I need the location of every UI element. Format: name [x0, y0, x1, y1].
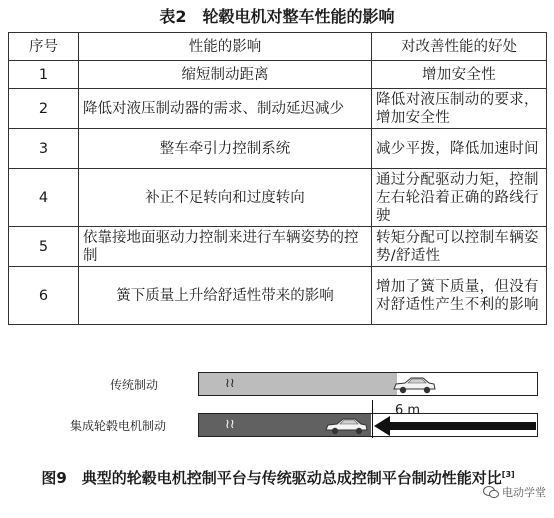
row-effect: 整车牵引力控制系统	[79, 129, 372, 169]
table-header-row	[9, 33, 547, 61]
lane-label-integrated: 集成轮毂电机制动	[70, 419, 167, 433]
lane-label-conventional: 传统制动	[110, 378, 159, 392]
break-mark-icon: ≀≀	[225, 376, 235, 391]
row-effect: 簧下质量上升给舒适性带来的影响	[79, 267, 372, 325]
table-row	[9, 227, 547, 267]
row-index: 1	[9, 61, 79, 89]
performance-table	[8, 32, 547, 325]
row-benefit: 增加安全性	[372, 61, 547, 89]
braking-comparison-figure	[0, 352, 554, 460]
row-effect: 补正不足转向和过度转向	[79, 169, 372, 227]
table-row	[9, 267, 547, 325]
row-index: 3	[9, 129, 79, 169]
row-effect: 缩短制动距离	[79, 61, 372, 89]
wechat-icon	[483, 485, 499, 499]
row-benefit: 通过分配驱动力矩，控制左右轮沿着正确的路线行驶	[372, 169, 547, 227]
lane-conventional	[198, 372, 538, 396]
row-benefit: 降低对液压制动的要求，增加安全性	[372, 89, 547, 129]
watermark	[483, 484, 546, 500]
distance-arrow-icon	[374, 414, 540, 438]
row-effect: 依靠接地面驱动力控制来进行车辆姿势的控制	[79, 227, 372, 267]
table-row	[9, 61, 547, 89]
figure-caption	[22, 462, 534, 491]
watermark-text: 电动学堂	[502, 486, 546, 499]
row-index: 5	[9, 227, 79, 267]
column-header-effect: 性能的影响	[79, 33, 372, 61]
row-index: 6	[9, 267, 79, 325]
break-mark-icon: ≀≀	[225, 417, 235, 432]
caption-reference: [3]	[501, 470, 515, 479]
row-benefit: 增加了簧下质量，但没有对舒适性产生不利的影响	[372, 267, 547, 325]
table-row	[9, 169, 547, 227]
column-header-benefit: 对改善性能的好处	[372, 33, 547, 61]
figure-caption-text: 图9 典型的轮毂电机控制平台与传统驱动总成控制平台制动性能对比	[41, 469, 502, 487]
distance-marker-line	[372, 400, 373, 438]
row-benefit: 减少平拨，降低加速时间	[372, 129, 547, 169]
table-row	[9, 89, 547, 129]
table-row	[9, 129, 547, 169]
row-index: 4	[9, 169, 79, 227]
row-index: 2	[9, 89, 79, 129]
row-effect: 降低对液压制动器的需求、制动延迟减少	[79, 89, 372, 129]
table-title: 表2 轮毂电机对整车性能的影响	[159, 7, 395, 26]
row-benefit: 转矩分配可以控制车辆姿势/舒适性	[372, 227, 547, 267]
column-header-index: 序号	[9, 33, 79, 61]
distance-label: 6 m	[395, 403, 421, 418]
car-icon-integrated	[323, 416, 369, 436]
car-icon-conventional	[391, 375, 437, 395]
